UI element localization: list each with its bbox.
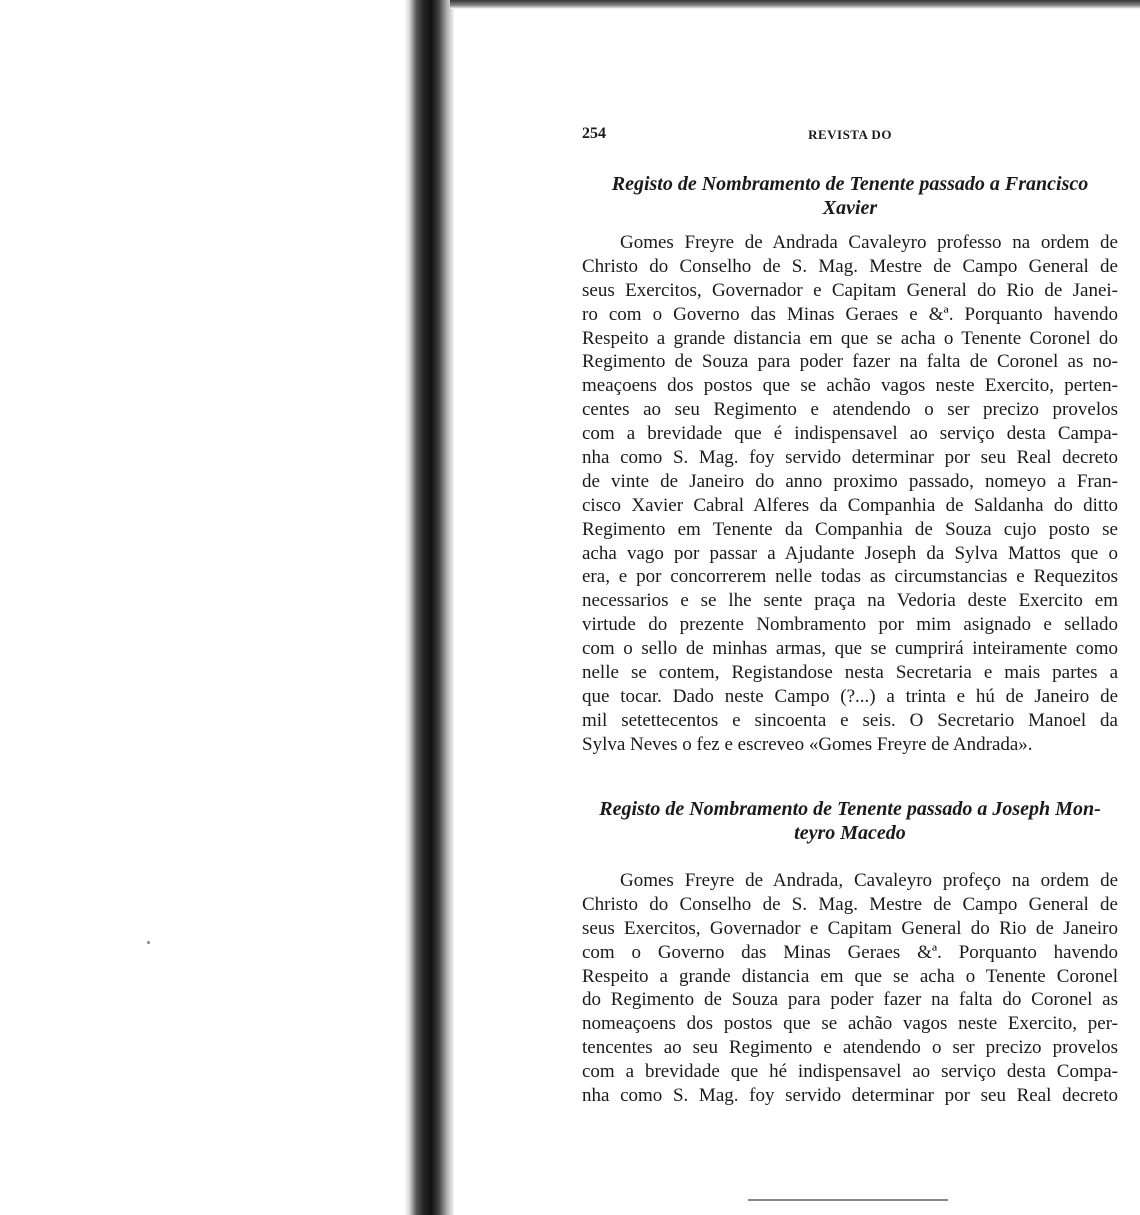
page-header bbox=[582, 125, 1118, 149]
text-line: do Regimento de Souza para poder fazer na falta do Coronel as bbox=[582, 989, 1118, 1011]
text-line: nha como S. Mag. foy servido determinar por seu Real decreto bbox=[582, 1085, 1118, 1107]
text-line: Gomes Freyre de Andrada Cavaleyro professo na ordem de bbox=[620, 232, 1118, 253]
text-line: centes ao seu Regimento e atendendo o ser precizo provelos bbox=[582, 399, 1118, 421]
running-title: REVISTA DO bbox=[808, 127, 892, 142]
section-title-2 bbox=[582, 797, 1118, 845]
text-line: seus Exercitos, Governador e Capitam General do Rio de Janei- bbox=[582, 279, 1118, 301]
text-line: Christo do Conselho de S. Mag. Mestre de Campo General de bbox=[582, 893, 1118, 915]
text-line: com a brevidade que hé indispensavel ao serviço desta Compa- bbox=[582, 1061, 1118, 1083]
text-line: com o sello de minhas armas, que se cumprirá inteiramente como bbox=[582, 638, 1118, 660]
text-line: com a brevidade que é indispensavel ao serviço desta Campa- bbox=[582, 423, 1118, 445]
text-line: Regimento de Souza para poder fazer na falta de Coronel as no- bbox=[582, 351, 1118, 373]
text-line: acha vago por passar a Ajudante Joseph da Sylva Mattos que o bbox=[582, 542, 1118, 564]
text-line: era, e por concorrerem nelle todas as circumstancias e Requezitos bbox=[582, 566, 1118, 588]
title-line: Registo de Nombramento de Tenente passado a Joseph Mon- bbox=[599, 798, 1101, 820]
text-line: nelle se contem, Registandose nesta Secretaria e mais partes a bbox=[582, 662, 1118, 684]
text-line: Regimento em Tenente da Companhia de Souza cujo posto se bbox=[582, 518, 1118, 540]
section-body-2 bbox=[582, 869, 1118, 1108]
text-line: necessarios e se lhe sente praça na Vedoria deste Exercito em bbox=[582, 590, 1118, 612]
text-line: que tocar. Dado neste Campo (?...) a trinta e hú de Janeiro de bbox=[582, 685, 1118, 707]
page-number: 254 bbox=[582, 125, 606, 142]
text-line: tencentes ao seu Regimento e atendendo o ser precizo provelos bbox=[582, 1037, 1118, 1059]
text-line: ro com o Governo das Minas Geraes e &ª. Porquanto havendo bbox=[582, 303, 1118, 325]
text-line: mil setettecentos e sincoenta e seis. O Secretario Manoel da bbox=[582, 709, 1118, 731]
page-top-shadow bbox=[450, 0, 1140, 9]
title-line: Xavier bbox=[822, 197, 878, 219]
text-line: nha como S. Mag. foy servido determinar por seu Real decreto bbox=[582, 447, 1118, 469]
scan-speck bbox=[147, 941, 150, 944]
text-line: Respeito a grande distancia em que se acha o Tenente Coronel bbox=[582, 965, 1118, 987]
title-line: teyro Macedo bbox=[794, 822, 906, 844]
text-line: Gomes Freyre de Andrada, Cavaleyro profeço na ordem de bbox=[620, 870, 1118, 891]
text-line: nomeaçoens dos postos que se achão vagos neste Exercito, per- bbox=[582, 1013, 1118, 1035]
text-line: de vinte de Janeiro do anno proximo passado, nomeyo a Fran- bbox=[582, 470, 1118, 492]
page-bottom-edge bbox=[748, 1199, 948, 1201]
text-line: com o Governo das Minas Geraes &ª. Porquanto havendo bbox=[582, 941, 1118, 963]
text-line: meaçoens dos postos que se achão vagos neste Exercito, perten- bbox=[582, 375, 1118, 397]
text-line: Sylva Neves o fez e escreveo «Gomes Freyre de Andrada». bbox=[582, 733, 1033, 755]
book-binding-gutter bbox=[404, 0, 454, 1215]
section-body-1 bbox=[582, 231, 1118, 757]
section-title-1 bbox=[582, 172, 1118, 220]
text-line: cisco Xavier Cabral Alferes da Companhia de Saldanha do ditto bbox=[582, 494, 1118, 516]
text-line: virtude do prezente Nombramento por mim asignado e sellado bbox=[582, 614, 1118, 636]
text-line: seus Exercitos, Governador e Capitam General do Rio de Janeiro bbox=[582, 917, 1118, 939]
text-line: Christo do Conselho de S. Mag. Mestre de Campo General de bbox=[582, 255, 1118, 277]
title-line: Registo de Nombramento de Tenente passado a Francisco bbox=[611, 173, 1089, 195]
text-line: Respeito a grande distancia em que se acha o Tenente Coronel do bbox=[582, 327, 1118, 349]
